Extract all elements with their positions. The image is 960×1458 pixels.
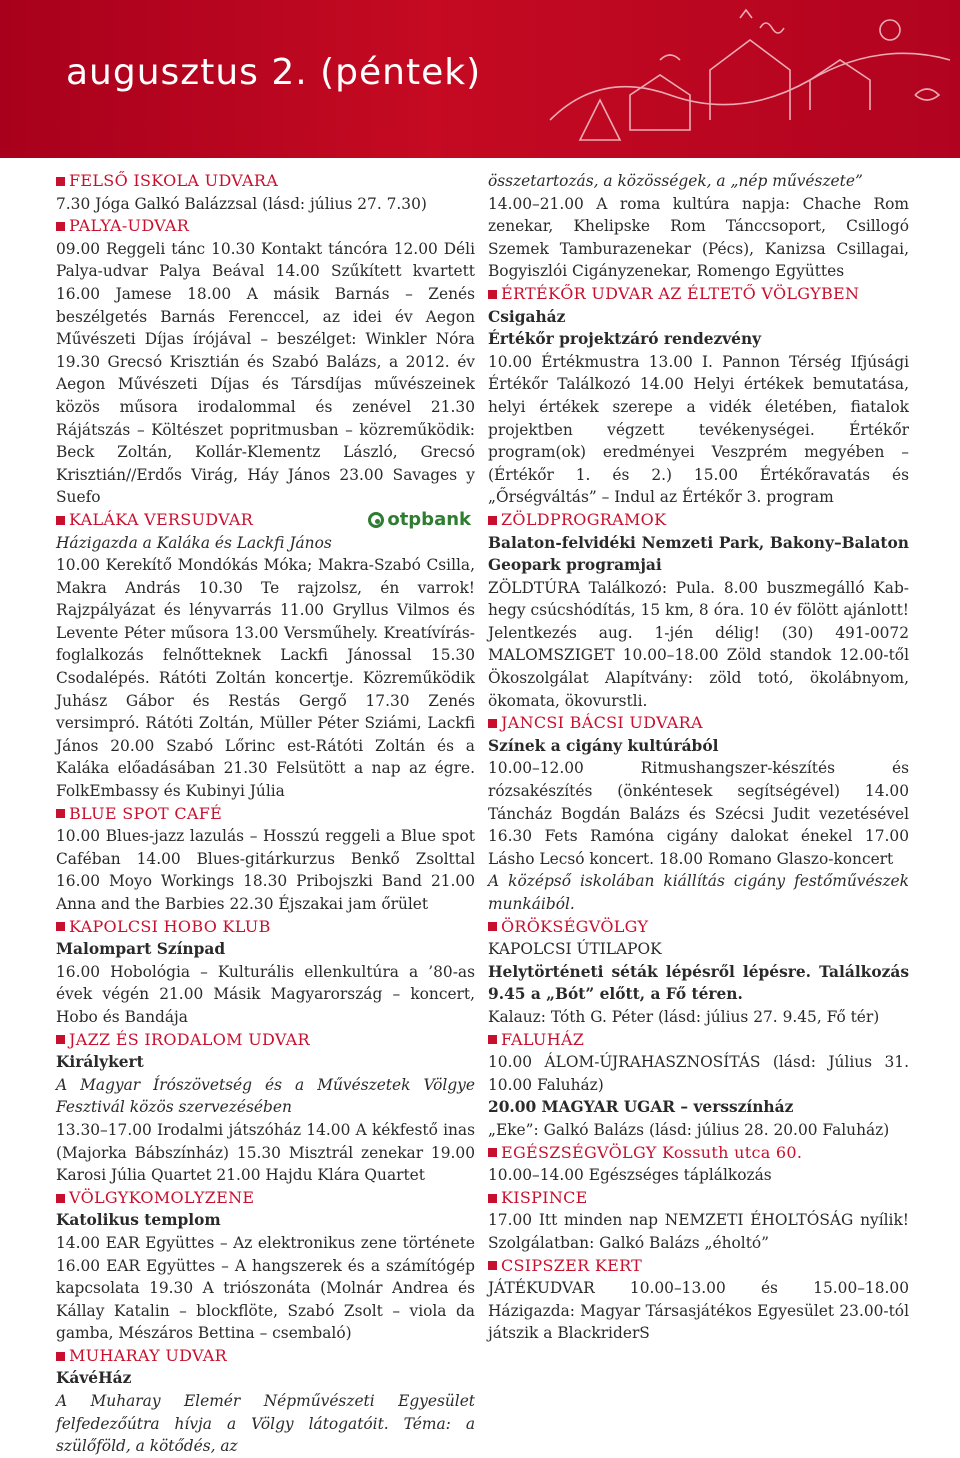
venue-line: Malompart Színpad bbox=[56, 940, 226, 959]
section-text: JÁTÉKUDVAR 10.00–13.00 és 15.00–18.00 Házigazda: Magyar Társasjátékos Egyesület 23.00-tól játszik a BlackriderS bbox=[488, 1279, 909, 1343]
bullet-icon bbox=[56, 922, 65, 931]
section-volgykomolyzene bbox=[56, 1187, 475, 1345]
section-egeszsegvolgy bbox=[488, 1142, 909, 1187]
section-text: 10.00–12.00 Ritmushangszer-készítés és rózsakészítés (önkéntesek segítségével) 14.00 Táncház Bogdán Balázs és Szécsi Judit vezetésével 16.30 Fets Ramóna cigány dalokat énekel 17.00 Lásho Lecsó koncert. 18.00 Romano Glaszo-koncert bbox=[488, 759, 909, 868]
bullet-icon bbox=[488, 1148, 497, 1157]
section-oroksegvolgy bbox=[488, 916, 909, 1029]
walk-info: Helytörténeti séták lépésről lépésre. Találkozás 9.45 a „Bót” előtt, a Fő téren. bbox=[488, 962, 909, 1004]
venue-line: Színek a cigány kultúrából bbox=[488, 736, 719, 755]
section-heading: JAZZ ÉS IRODALOM UDVAR bbox=[69, 1029, 310, 1049]
section-text: 10.00 Értékmustra 13.00 I. Pannon Térség Ifjúsági Értékőr Találkozó 14.00 Helyi értékek bemutatása, helyi értékek szerepe a vidék életében, fiatalok projektben végzett tevékenységei. Értékőr program(ok) eredményei Veszprém megyében – (Értékőr 1. és 2.) 15.00 Értékőravatás és „Őrségváltás” – Indul az Értékőr 3. program bbox=[488, 352, 909, 507]
section-kispince bbox=[488, 1187, 909, 1255]
section-heading: ÉRTÉKŐR UDVAR AZ ÉLTETŐ VÖLGYBEN bbox=[501, 283, 860, 303]
guide-line: Kalauz: Tóth G. Péter (lásd: július 27. 9.45, Fő tér) bbox=[488, 1007, 880, 1026]
section-text: 10.00–14.00 Egészséges táplálkozás bbox=[488, 1166, 772, 1185]
bullet-icon bbox=[56, 809, 65, 818]
section-palya-udvar bbox=[56, 215, 475, 509]
otp-ring-icon bbox=[368, 512, 384, 528]
section-roma-continued bbox=[488, 170, 909, 283]
section-heading: BLUE SPOT CAFÉ bbox=[69, 803, 223, 823]
bullet-icon bbox=[488, 719, 497, 728]
bullet-icon bbox=[56, 516, 65, 525]
section-felso-iskola bbox=[56, 170, 475, 215]
section-text: 13.30–17.00 Irodalmi játszóház 14.00 A kékfestő inas (Majorka Bábszínház) 15.30 Misztrál zenekar 19.00 Karosi Júlia Quartet 21.00 Hajdu Klára Quartet bbox=[56, 1120, 475, 1185]
bullet-icon bbox=[488, 290, 497, 299]
bullet-icon bbox=[56, 1352, 65, 1361]
exhibition-note: A középső iskolában kiállítás cigány festőművészek munkáiból. bbox=[488, 872, 909, 913]
right-column bbox=[488, 170, 909, 1345]
section-heading: EGÉSZSÉGVÖLGY Kossuth utca 60. bbox=[501, 1142, 803, 1162]
village-illustration bbox=[510, 0, 960, 158]
section-muharay bbox=[56, 1345, 475, 1458]
section-text: 10.00 ÁLOM-ÚJRAHASZNOSÍTÁS (lásd: Július 31. 10.00 Faluház) bbox=[488, 1053, 909, 1094]
section-jancsi-bacsi bbox=[488, 712, 909, 915]
intro-line: A Muharay Elemér Népművészeti Egyesület felfedezőútra hívja a Völgy látogatóit. Téma: a szülőföld, a kötődés, az bbox=[56, 1392, 475, 1456]
bullet-icon bbox=[488, 922, 497, 931]
page-title: augusztus 2. (péntek) bbox=[66, 52, 482, 93]
section-heading: KALÁKA VERSUDVAR bbox=[69, 509, 254, 529]
bullet-icon bbox=[56, 222, 65, 231]
section-heading: VÖLGYKOMOLYZENE bbox=[69, 1187, 255, 1207]
section-kalaka bbox=[56, 509, 475, 803]
section-heading: JANCSI BÁCSI UDVARA bbox=[501, 713, 703, 733]
event-title: Értékőr projektzáró rendezvény bbox=[488, 330, 762, 349]
left-column bbox=[56, 170, 475, 1458]
section-text: 14.00 EAR Együttes – Az elektronikus zene története 16.00 EAR Együttes – A hangszerek és a számítógép kapcsolata 19.30 A triószonáta (Molnár Andrea és Kállay Katalin – blockflöte, Szabó Zsolt – viola da gamba, Mészáros Bettina – csembaló) bbox=[56, 1233, 475, 1343]
section-hobo-klub bbox=[56, 916, 475, 1029]
section-heading: ZÖLDPROGRAMOK bbox=[501, 509, 667, 529]
venue-line: Balaton-felvidéki Nemzeti Park, Bakony–Balaton Geopark programjai bbox=[488, 533, 909, 575]
section-text: 17.00 Itt minden nap NEMZETI ÉHOLTÓSÁG nyílik! Szolgálatban: Galkó Balázs „éholtó” bbox=[488, 1211, 909, 1252]
section-text: 10.00 Blues-jazz lazulás – Hosszú reggeli a Blue spot Caféban 14.00 Blues-gitárkurzus Benkő Zsolttal 16.00 Moyo Workings 18.30 Pribojszki Band 21.00 Anna and the Barbies 22.30 Éjszakai jam őrület bbox=[56, 827, 475, 913]
venue-line: Királykert bbox=[56, 1053, 144, 1072]
bullet-icon bbox=[56, 1035, 65, 1044]
organizer-line: A Magyar Írószövetség és a Művészetek Völgye Fesztivál közös szervezésében bbox=[56, 1075, 475, 1117]
bullet-icon bbox=[56, 1194, 65, 1203]
section-jazz-irodalom bbox=[56, 1029, 475, 1187]
section-blue-spot bbox=[56, 803, 475, 916]
section-text: 7.30 Jóga Galkó Balázzsal (lásd: július 27. 7.30) bbox=[56, 194, 427, 213]
section-text: 14.00–21.00 A roma kultúra napja: Chache Rom zenekar, Khelipske Rom Tánccsoport, Csillogó Szemek Tamburazenekar (Pécs), Kanizsa Csillagai, Bogyiszlói Cigányzenekar, Romengo Együttes bbox=[488, 194, 909, 281]
event-title: 20.00 MAGYAR UGAR – versszínház bbox=[488, 1098, 794, 1117]
section-heading: FALUHÁZ bbox=[501, 1029, 585, 1049]
section-text: KAPOLCSI ÚTILAPOK bbox=[488, 940, 662, 959]
section-csipszer-kert bbox=[488, 1255, 909, 1345]
host-line: Házigazda a Kaláka és Lackfi János bbox=[56, 533, 332, 552]
section-zoldprogramok bbox=[488, 509, 909, 712]
section-text: ZÖLDTÚRA Találkozó: Pula. 8.00 buszmegálló Kab-hegy csúcshódítás, 15 km, 8 óra. 10 év fölött ajánlott! Jelentkezés aug. 1-jén délig! (30) 491-0072 MALOMSZIGET 10.00–18.00 Zöld standok 12.00-től Ökoszolgálat Alapítvány: zöld totó, ökolábnyom, ökomata, ökovurstli. bbox=[488, 578, 909, 710]
bullet-icon bbox=[488, 1035, 497, 1044]
bullet-icon bbox=[488, 516, 497, 525]
section-heading: PALYA-UDVAR bbox=[69, 216, 190, 236]
bullet-icon bbox=[56, 177, 65, 186]
section-heading: FELSŐ ISKOLA UDVARA bbox=[69, 171, 279, 190]
bullet-icon bbox=[488, 1261, 497, 1270]
intro-continued: összetartozás, a közösségek, a „nép művészete” bbox=[488, 172, 863, 190]
section-ertekor bbox=[488, 283, 909, 509]
section-faluhaz bbox=[488, 1029, 909, 1142]
section-text: 10.00 Kerekítő Mondókás Móka; Makra-Szabó Csilla, Makra András 10.30 Te rajzolsz, én varrok! Rajzpályázat és lényvarrás 11.00 Gryllus Vilmos és Levente Péter műsora 13.00 Versműhely. Kreatívírás-foglalkozás felnőtteknek Lackfi Jánossal 15.30 Csodalépés. Rátóti Zoltán koncertje. Közreműködik Juhász Gábor és Restás Gergő 17.30 Zenés versimpró. Rátóti Zoltán, Müller Péter Sziámi, Lackfi János 20.00 Szabó Lőrinc est-Rátóti Zoltán és a Kaláka előadásában 21.30 Felsütött a nap az égre. FolkEmbassy és Kubinyi Júlia bbox=[56, 556, 475, 801]
section-text: 16.00 Hobológia – Kulturális ellenkultúra a ’80-as évek végén 21.00 Másik Magyarország – koncert, Hobo és Bandája bbox=[56, 962, 475, 1026]
header-banner bbox=[0, 0, 960, 158]
otpbank-logo: otpbank bbox=[368, 509, 471, 532]
section-text: 09.00 Reggeli tánc 10.30 Kontakt táncóra 12.00 Déli Palya-udvar Palya Beával 14.00 Szűkített kvartett 16.00 Jamese 18.00 A másik Barnás – Zenés beszélgetés Barnás Ferenccel, az idei év Aegon Művészeti Díjas írójával – beszélget: Winkler Nóra 19.30 Grecsó Krisztián és Szabó Balázs, a 2012. év Aegon Művészeti Díjas és Társdíjas művészeinek közös műsora irodalommal és zenével 21.30 Rájátszás – Költészet popritmusban – közreműködik: Beck Zoltán, Kollár-Klementz László, Grecsó Krisztián//Erdős Virág, Háy János 23.00 Savages y Suefo bbox=[56, 239, 475, 507]
section-text-2: „Eke”: Galkó Balázs (lásd: július 28. 20.00 Faluház) bbox=[488, 1120, 890, 1139]
venue-line: Csigaház bbox=[488, 307, 566, 326]
section-heading: KISPINCE bbox=[501, 1187, 588, 1207]
bullet-icon bbox=[488, 1194, 497, 1203]
section-heading: KAPOLCSI HOBO KLUB bbox=[69, 916, 271, 936]
venue-line: Katolikus templom bbox=[56, 1211, 221, 1230]
section-heading: ÖRÖKSÉGVÖLGY bbox=[501, 916, 649, 936]
section-heading: CSIPSZER KERT bbox=[501, 1255, 643, 1275]
venue-line: KávéHáz bbox=[56, 1369, 132, 1388]
section-heading: MUHARAY UDVAR bbox=[69, 1345, 227, 1365]
